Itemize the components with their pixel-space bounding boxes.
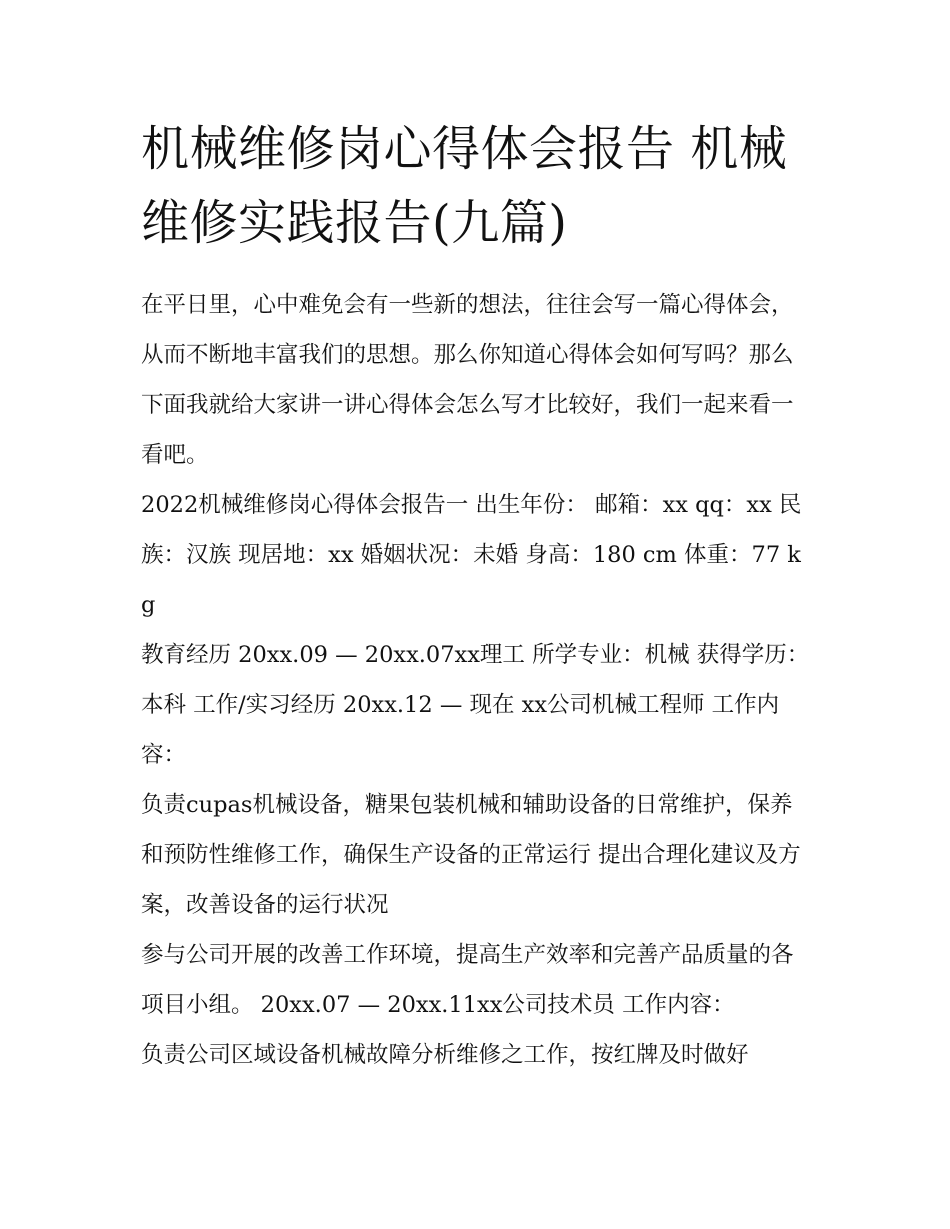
- paragraph-personal-info: 2022机械维修岗心得体会报告一 出生年份： 邮箱：xx qq：xx 民族：汉族 现居地：xx 婚姻状况：未婚 身高：180 cm 体重：77 kg: [141, 492, 802, 618]
- paragraph-projects: 参与公司开展的改善工作环境，提高生产效率和完善产品质量的各项目小组。 20xx.07 — 20xx.11xx公司技术员 工作内容：: [141, 942, 794, 1018]
- paragraph-intro: 在平日里，心中难免会有一些新的想法，往往会写一篇心得体会，从而不断地丰富我们的思想。那么你知道心得体会如何写吗？那么下面我就给大家讲一讲心得体会怎么写才比较好，我们一起来看一看吧。: [141, 292, 794, 468]
- document-body: [141, 112, 813, 1080]
- document-title: 机械维修岗心得体会报告 机械维修实践报告(九篇): [141, 121, 788, 251]
- paragraph-education: 教育经历 20xx.09 — 20xx.07xx理工 所学专业：机械 获得学历：本科 工作/实习经历 20xx.12 — 现在 xx公司机械工程师 工作内容：: [141, 642, 810, 768]
- paragraph-job-duties: 负责cupas机械设备，糖果包装机械和辅助设备的日常维护，保养和预防性维修工作，确保生产设备的正常运行 提出合理化建议及方案，改善设备的运行状况: [141, 792, 801, 918]
- paragraph-technician-duties: 负责公司区域设备机械故障分析维修之工作，按红牌及时做好: [141, 1042, 749, 1068]
